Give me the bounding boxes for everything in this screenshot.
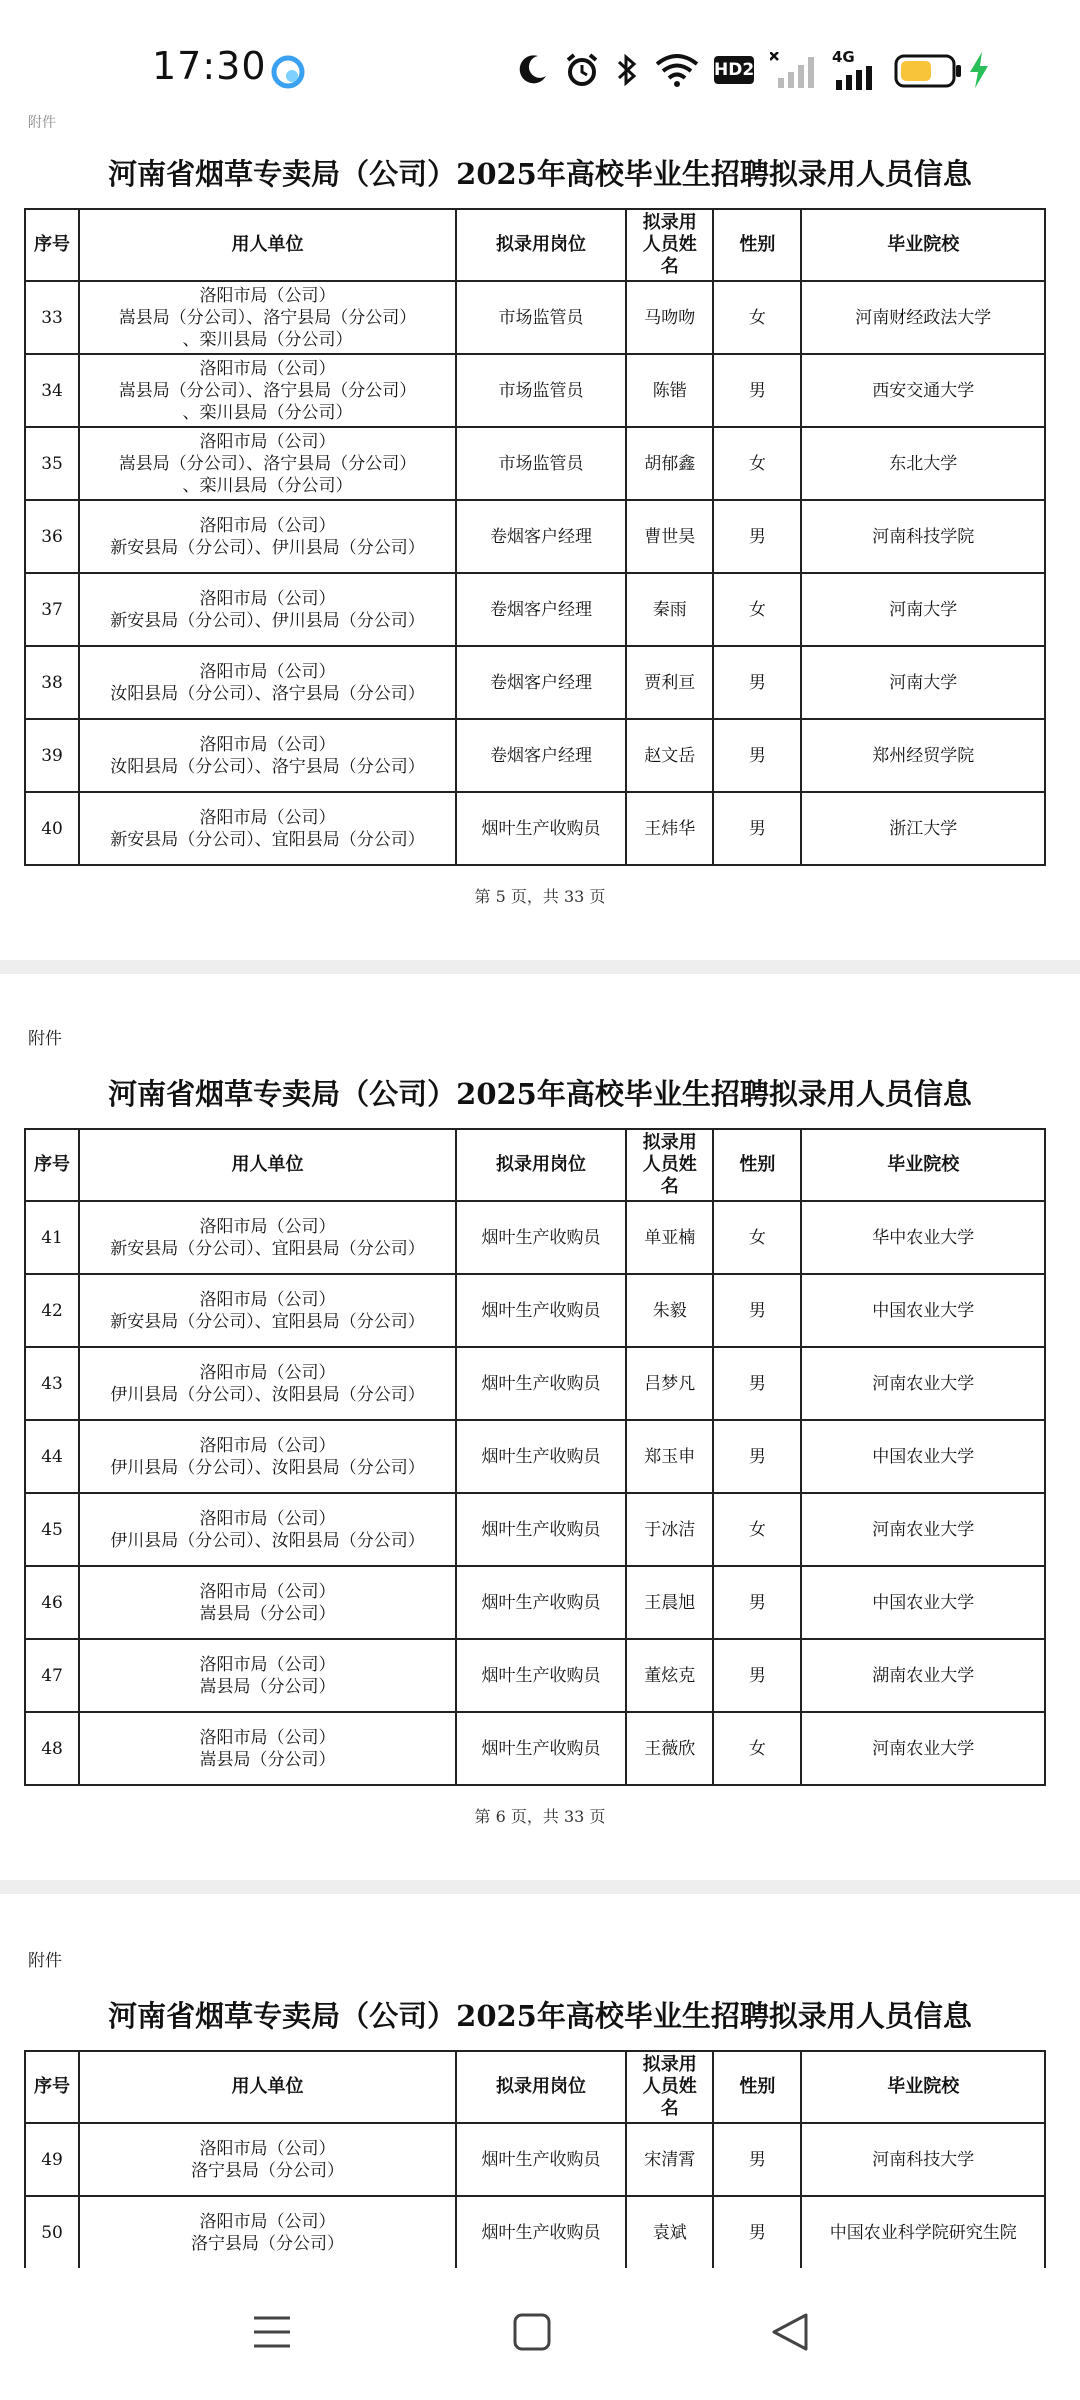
employer-unit — [79, 573, 456, 646]
table-header-row — [25, 1129, 1045, 1201]
candidate-name: 王薇欣 — [626, 1712, 713, 1785]
position: 市场监管员 — [456, 281, 626, 354]
candidate-name: 赵文岳 — [626, 719, 713, 792]
position: 市场监管员 — [456, 427, 626, 500]
employer-unit-line: 洛阳市局（公司） — [199, 358, 336, 379]
employer-unit-line: 汝阳县局（分公司）、洛宁县局（分公司） — [110, 683, 425, 704]
page-separator — [0, 1880, 1080, 1894]
employer-unit-line: 洛阳市局（公司） — [199, 734, 336, 755]
position: 卷烟客户经理 — [456, 719, 626, 792]
header-post: 拟录用岗位 — [456, 1129, 626, 1201]
employer-unit-line: 洛宁县局（分公司） — [190, 2233, 344, 2254]
employer-unit-line: 新安县局（分公司）、宜阳县局（分公司） — [110, 1238, 425, 1259]
candidate-name: 马吻吻 — [626, 281, 713, 354]
table-row — [25, 1420, 1045, 1493]
employer-unit — [79, 2123, 456, 2196]
employer-unit-line: 洛阳市局（公司） — [199, 1362, 336, 1383]
candidate-name: 宋清霄 — [626, 2123, 713, 2196]
employer-unit — [79, 1274, 456, 1347]
row-number: 33 — [25, 281, 79, 354]
gender: 男 — [713, 646, 801, 719]
hd-icon: HD2 — [714, 56, 754, 84]
candidate-name: 贾利亘 — [626, 646, 713, 719]
header-unit: 用人单位 — [79, 1129, 456, 1201]
page-title: 河南省烟草专卖局（公司）2025年高校毕业生招聘拟录用人员信息 — [108, 1077, 972, 1111]
signal-4g-icon — [832, 66, 878, 90]
employer-unit-line: 洛阳市局（公司） — [199, 1727, 336, 1748]
gender: 男 — [713, 2123, 801, 2196]
employer-unit-line: 洛阳市局（公司） — [199, 515, 336, 536]
employer-unit-line: 伊川县局（分公司）、汝阳县局（分公司） — [110, 1457, 425, 1478]
header-post: 拟录用岗位 — [456, 2051, 626, 2123]
employer-unit-line: 洛阳市局（公司） — [199, 1216, 336, 1237]
employer-unit-line: 嵩县局（分公司）、洛宁县局（分公司） — [118, 307, 417, 328]
table-row — [25, 792, 1045, 865]
roster-table — [24, 2050, 1046, 2268]
header-school: 毕业院校 — [801, 2051, 1045, 2123]
header-sex: 性别 — [713, 209, 801, 281]
gender: 女 — [713, 1201, 801, 1274]
graduate-school: 西安交通大学 — [801, 354, 1045, 427]
table-row — [25, 354, 1045, 427]
table-header-row — [25, 2051, 1045, 2123]
employer-unit-line: 伊川县局（分公司）、汝阳县局（分公司） — [110, 1384, 425, 1405]
status-time: 17:30 — [152, 44, 267, 88]
graduate-school: 河南农业大学 — [801, 1493, 1045, 1566]
gender: 男 — [713, 1420, 801, 1493]
header-school: 毕业院校 — [801, 1129, 1045, 1201]
employer-unit — [79, 1201, 456, 1274]
header-no: 序号 — [25, 2051, 79, 2123]
employer-unit-line: 洛阳市局（公司） — [199, 431, 336, 452]
position: 烟叶生产收购员 — [456, 1493, 626, 1566]
employer-unit-line: 洛阳市局（公司） — [199, 285, 336, 306]
employer-unit-line: 伊川县局（分公司）、汝阳县局（分公司） — [110, 1530, 425, 1551]
graduate-school: 河南科技学院 — [801, 500, 1045, 573]
gender: 男 — [713, 1566, 801, 1639]
header-name-text: 拟录用人员姓名 — [642, 212, 697, 277]
employer-unit-line: 洛阳市局（公司） — [199, 2211, 336, 2232]
header-name — [626, 1129, 713, 1201]
graduate-school: 河南大学 — [801, 573, 1045, 646]
row-number: 43 — [25, 1347, 79, 1420]
gender: 女 — [713, 1712, 801, 1785]
employer-unit-line: 洛阳市局（公司） — [199, 1508, 336, 1529]
row-number: 45 — [25, 1493, 79, 1566]
employer-unit-line: 洛阳市局（公司） — [199, 588, 336, 609]
employer-unit-line: 新安县局（分公司）、宜阳县局（分公司） — [110, 1311, 425, 1332]
table-row — [25, 1566, 1045, 1639]
employer-unit-line: 洛阳市局（公司） — [199, 1581, 336, 1602]
table-row — [25, 1274, 1045, 1347]
row-number: 50 — [25, 2196, 79, 2268]
employer-unit — [79, 646, 456, 719]
browser-icon — [270, 54, 306, 90]
table-row — [25, 1712, 1045, 1785]
graduate-school: 河南科技大学 — [801, 2123, 1045, 2196]
position: 烟叶生产收购员 — [456, 1201, 626, 1274]
attachment-label: 附件 — [28, 115, 56, 131]
employer-unit — [79, 1420, 456, 1493]
row-number: 42 — [25, 1274, 79, 1347]
attachment-label: 附件 — [28, 1951, 62, 1971]
graduate-school: 河南农业大学 — [801, 1712, 1045, 1785]
employer-unit-line: 、栾川县局（分公司） — [182, 475, 353, 496]
wifi-icon — [654, 52, 700, 88]
table-row — [25, 573, 1045, 646]
candidate-name: 王炜华 — [626, 792, 713, 865]
employer-unit-line: 洛阳市局（公司） — [199, 661, 336, 682]
gender: 男 — [713, 792, 801, 865]
position: 烟叶生产收购员 — [456, 2123, 626, 2196]
document-page-1 — [0, 108, 1080, 960]
gender: 男 — [713, 2196, 801, 2268]
candidate-name: 胡郁鑫 — [626, 427, 713, 500]
employer-unit-line: 嵩县局（分公司） — [199, 1603, 336, 1624]
employer-unit-line: 洛阳市局（公司） — [199, 807, 336, 828]
employer-unit — [79, 1712, 456, 1785]
row-number: 40 — [25, 792, 79, 865]
gender: 女 — [713, 427, 801, 500]
home-icon[interactable] — [512, 2312, 552, 2352]
candidate-name: 于冰洁 — [626, 1493, 713, 1566]
network-label: 4G — [832, 48, 855, 66]
battery-icon — [894, 54, 962, 88]
candidate-name: 朱毅 — [626, 1274, 713, 1347]
graduate-school: 东北大学 — [801, 427, 1045, 500]
gender: 女 — [713, 1493, 801, 1566]
candidate-name: 秦雨 — [626, 573, 713, 646]
employer-unit-line: 洛宁县局（分公司） — [190, 2160, 344, 2181]
gender: 男 — [713, 354, 801, 427]
employer-unit-line: 嵩县局（分公司） — [199, 1676, 336, 1697]
header-unit: 用人单位 — [79, 209, 456, 281]
candidate-name: 吕梦凡 — [626, 1347, 713, 1420]
table-body — [25, 1201, 1045, 1785]
gender: 男 — [713, 1347, 801, 1420]
position: 卷烟客户经理 — [456, 573, 626, 646]
gender: 女 — [713, 573, 801, 646]
table-row — [25, 646, 1045, 719]
graduate-school: 河南大学 — [801, 646, 1045, 719]
document-page-2 — [0, 974, 1080, 1880]
graduate-school: 中国农业大学 — [801, 1274, 1045, 1347]
header-sex: 性别 — [713, 1129, 801, 1201]
employer-unit-line: 汝阳县局（分公司）、洛宁县局（分公司） — [110, 756, 425, 777]
employer-unit-line: 、栾川县局（分公司） — [182, 329, 353, 350]
roster-table — [24, 1128, 1046, 1786]
back-icon[interactable] — [770, 2312, 810, 2352]
position: 烟叶生产收购员 — [456, 792, 626, 865]
employer-unit-line: 新安县局（分公司）、宜阳县局（分公司） — [110, 829, 425, 850]
graduate-school: 河南财经政法大学 — [801, 281, 1045, 354]
row-number: 38 — [25, 646, 79, 719]
employer-unit — [79, 1347, 456, 1420]
navigation-bar — [0, 2268, 1080, 2400]
page-title: 河南省烟草专卖局（公司）2025年高校毕业生招聘拟录用人员信息 — [108, 157, 972, 191]
employer-unit-line: 新安县局（分公司）、伊川县局（分公司） — [110, 610, 425, 631]
position: 烟叶生产收购员 — [456, 1566, 626, 1639]
gender: 男 — [713, 500, 801, 573]
page-separator — [0, 960, 1080, 974]
header-school: 毕业院校 — [801, 209, 1045, 281]
employer-unit — [79, 427, 456, 500]
table-row — [25, 1639, 1045, 1712]
page-title: 河南省烟草专卖局（公司）2025年高校毕业生招聘拟录用人员信息 — [108, 1999, 972, 2033]
table-row — [25, 1201, 1045, 1274]
row-number: 36 — [25, 500, 79, 573]
header-no: 序号 — [25, 1129, 79, 1201]
employer-unit-line: 新安县局（分公司）、伊川县局（分公司） — [110, 537, 425, 558]
table-body — [25, 281, 1045, 865]
employer-unit-line: 嵩县局（分公司）、洛宁县局（分公司） — [118, 453, 417, 474]
employer-unit-line: 洛阳市局（公司） — [199, 2138, 336, 2159]
row-number: 41 — [25, 1201, 79, 1274]
candidate-name: 王晨旭 — [626, 1566, 713, 1639]
table-row — [25, 2196, 1045, 2268]
table-row — [25, 2123, 1045, 2196]
roster-table — [24, 208, 1046, 866]
employer-unit — [79, 281, 456, 354]
table-row — [25, 1347, 1045, 1420]
table-row — [25, 719, 1045, 792]
graduate-school: 中国农业科学院研究生院 — [801, 2196, 1045, 2268]
candidate-name: 曹世昊 — [626, 500, 713, 573]
row-number: 34 — [25, 354, 79, 427]
header-name — [626, 2051, 713, 2123]
table-header-row — [25, 209, 1045, 281]
employer-unit — [79, 792, 456, 865]
graduate-school: 河南农业大学 — [801, 1347, 1045, 1420]
employer-unit-line: 洛阳市局（公司） — [199, 1289, 336, 1310]
employer-unit — [79, 2196, 456, 2268]
gender: 男 — [713, 1639, 801, 1712]
header-unit: 用人单位 — [79, 2051, 456, 2123]
employer-unit — [79, 1493, 456, 1566]
row-number: 39 — [25, 719, 79, 792]
candidate-name: 袁斌 — [626, 2196, 713, 2268]
header-name — [626, 209, 713, 281]
table-body — [25, 2123, 1045, 2268]
page-footer: 第 6 页，共 33 页 — [474, 1807, 606, 1826]
position: 烟叶生产收购员 — [456, 1712, 626, 1785]
page-footer: 第 5 页，共 33 页 — [474, 887, 606, 906]
document-page-3 — [0, 1894, 1080, 2268]
menu-icon[interactable] — [252, 2312, 292, 2352]
employer-unit — [79, 500, 456, 573]
row-number: 35 — [25, 427, 79, 500]
bluetooth-icon — [614, 52, 640, 88]
header-sex: 性别 — [713, 2051, 801, 2123]
employer-unit-line: 洛阳市局（公司） — [199, 1654, 336, 1675]
position: 烟叶生产收购员 — [456, 1420, 626, 1493]
graduate-school: 中国农业大学 — [801, 1420, 1045, 1493]
header-name-text: 拟录用人员姓名 — [642, 2054, 697, 2119]
graduate-school: 中国农业大学 — [801, 1566, 1045, 1639]
position: 烟叶生产收购员 — [456, 1274, 626, 1347]
table-row — [25, 427, 1045, 500]
position: 烟叶生产收购员 — [456, 1639, 626, 1712]
header-post: 拟录用岗位 — [456, 209, 626, 281]
row-number: 37 — [25, 573, 79, 646]
alarm-icon — [564, 52, 600, 88]
row-number: 46 — [25, 1566, 79, 1639]
position: 烟叶生产收购员 — [456, 2196, 626, 2268]
row-number: 49 — [25, 2123, 79, 2196]
candidate-name: 单亚楠 — [626, 1201, 713, 1274]
employer-unit-line: 、栾川县局（分公司） — [182, 402, 353, 423]
candidate-name: 董炫克 — [626, 1639, 713, 1712]
graduate-school: 浙江大学 — [801, 792, 1045, 865]
employer-unit-line: 嵩县局（分公司） — [199, 1749, 336, 1770]
row-number: 47 — [25, 1639, 79, 1712]
position: 卷烟客户经理 — [456, 646, 626, 719]
gender: 男 — [713, 1274, 801, 1347]
charging-icon — [968, 52, 990, 88]
header-name-text: 拟录用人员姓名 — [642, 1132, 697, 1197]
table-row — [25, 500, 1045, 573]
position: 市场监管员 — [456, 354, 626, 427]
employer-unit-line: 洛阳市局（公司） — [199, 1435, 336, 1456]
row-number: 48 — [25, 1712, 79, 1785]
candidate-name: 郑玉申 — [626, 1420, 713, 1493]
header-no: 序号 — [25, 209, 79, 281]
signal-icon — [770, 52, 814, 88]
employer-unit — [79, 1639, 456, 1712]
gender: 女 — [713, 281, 801, 354]
employer-unit — [79, 1566, 456, 1639]
moon-icon — [516, 52, 550, 86]
graduate-school: 华中农业大学 — [801, 1201, 1045, 1274]
position: 烟叶生产收购员 — [456, 1347, 626, 1420]
candidate-name: 陈锴 — [626, 354, 713, 427]
graduate-school: 湖南农业大学 — [801, 1639, 1045, 1712]
table-row — [25, 1493, 1045, 1566]
table-row — [25, 281, 1045, 354]
employer-unit — [79, 719, 456, 792]
row-number: 44 — [25, 1420, 79, 1493]
position: 卷烟客户经理 — [456, 500, 626, 573]
graduate-school: 郑州经贸学院 — [801, 719, 1045, 792]
employer-unit — [79, 354, 456, 427]
attachment-label: 附件 — [28, 1029, 62, 1049]
employer-unit-line: 嵩县局（分公司）、洛宁县局（分公司） — [118, 380, 417, 401]
gender: 男 — [713, 719, 801, 792]
